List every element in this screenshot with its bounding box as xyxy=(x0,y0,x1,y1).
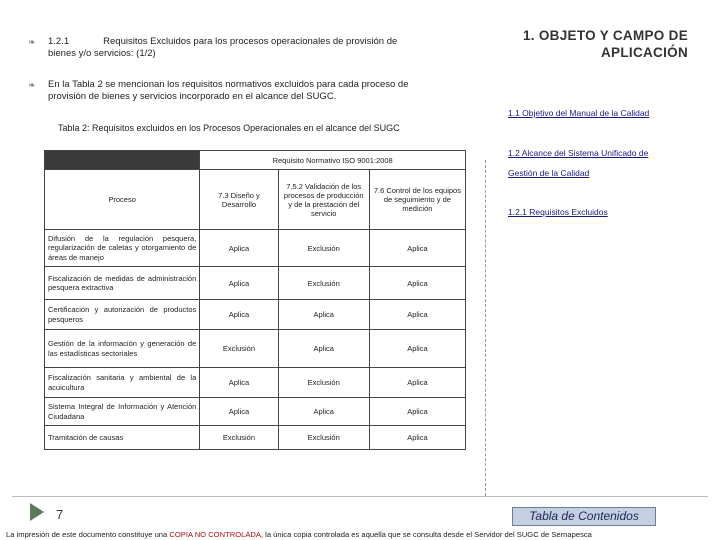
cell-value: Aplica xyxy=(369,300,465,330)
cell-value: Exclusión xyxy=(278,230,369,267)
cell-value: Aplica xyxy=(278,330,369,368)
column-header-validacion: 7.5.2 Validación de los procesos de producción y de la prestación del servicio xyxy=(278,170,369,230)
cell-value: Aplica xyxy=(369,230,465,267)
page-title-line1: 1. OBJETO Y CAMPO DE xyxy=(522,28,688,43)
cell-value: Aplica xyxy=(369,426,465,450)
bullet-text-line2: bienes y/o servicios: (1/2) xyxy=(48,48,156,59)
cell-value: Aplica xyxy=(200,230,278,267)
page-number: 7 xyxy=(56,507,64,522)
cell-value: Aplica xyxy=(369,368,465,398)
cell-process: Sistema Integral de Información y Atención Ciudadana xyxy=(45,398,200,426)
cell-process: Gestión de la información y generación de las estadísticas sectoriales xyxy=(45,330,200,368)
table-corner xyxy=(45,151,200,170)
cell-value: Aplica xyxy=(278,300,369,330)
table-row xyxy=(45,300,466,330)
table-caption: Tabla 2: Requisitos excluidos en los Procesos Operacionales en el alcance del SUGC xyxy=(58,123,400,133)
column-header-proceso: Proceso xyxy=(45,170,200,230)
page-arrow-icon xyxy=(30,503,44,521)
page-title-line2: APLICACIÓN xyxy=(601,45,688,60)
requirements-table xyxy=(44,150,466,450)
cell-value: Exclusión xyxy=(278,267,369,300)
cell-value: Aplica xyxy=(200,267,278,300)
cell-value: Aplica xyxy=(200,300,278,330)
section-number: 1.2.1 xyxy=(48,36,70,47)
cell-process: Fiscalización de medidas de administración pesquera extractiva xyxy=(45,267,200,300)
cell-value: Aplica xyxy=(200,398,278,426)
bullet-tabla-description xyxy=(48,79,468,103)
toc-button[interactable]: Tabla de Contenidos xyxy=(512,507,656,526)
bullet-requisitos-excluidos xyxy=(48,36,448,60)
table-row xyxy=(45,398,466,426)
cell-value: Aplica xyxy=(369,330,465,368)
nav-link-requisitos-excluidos[interactable]: 1.2.1 Requisitos Excluidos xyxy=(508,207,608,217)
cell-value: Aplica xyxy=(369,398,465,426)
bullet-text-line2: provisión de bienes y servicios incorporado en el alcance del SUGC. xyxy=(48,91,337,102)
cell-value: Exclusión xyxy=(278,426,369,450)
column-header-control: 7.6 Control de los equipos de seguimiento y de medición xyxy=(369,170,465,230)
column-header-diseno: 7.3 Diseño y Desarrollo xyxy=(200,170,278,230)
cell-value: Exclusión xyxy=(200,426,278,450)
bullet-text-line1: Requisitos Excluidos para los procesos operacionales de provisión de xyxy=(103,36,398,47)
bullet-marker-icon: ❧ xyxy=(28,80,36,90)
table-row xyxy=(45,267,466,300)
footer-highlight: COPIA NO CONTROLADA xyxy=(169,530,261,539)
cell-value: Exclusión xyxy=(200,330,278,368)
cell-process: Tramitación de causas xyxy=(45,426,200,450)
cell-process: Certificación y autorización de productos pesqueros xyxy=(45,300,200,330)
bullet-marker-icon: ❧ xyxy=(28,37,36,47)
table-row xyxy=(45,230,466,267)
nav-link-alcance-cont[interactable]: Gestión de la Calidad xyxy=(508,168,590,178)
cell-process: Fiscalización sanitaria y ambiental de la acuicultura xyxy=(45,368,200,398)
bullet-text-line1: En la Tabla 2 se mencionan los requisitos normativos excluidos para cada proceso de xyxy=(48,79,409,90)
page-title xyxy=(428,27,688,61)
nav-link-alcance[interactable]: 1.2 Alcance del Sistema Unificado de xyxy=(508,148,649,158)
vertical-divider xyxy=(485,160,486,496)
footer-text-part2: , la única copia controlada es aquella que se consulta desde el Servidor del SUGC de Sernapesca xyxy=(260,530,592,539)
footer-text-part1: La impresión de este documento constituye una xyxy=(6,530,170,539)
nav-link-objetivo[interactable]: 1.1 Objetivo del Manual de la Calidad xyxy=(508,108,650,118)
table-row xyxy=(45,426,466,450)
table-group-header: Requisito Normativo ISO 9001:2008 xyxy=(200,151,466,170)
cell-process: Difusión de la regulación pesquera, regularización de caletas y otorgamiento de áreas de manejo xyxy=(45,230,200,267)
cell-value: Aplica xyxy=(200,368,278,398)
cell-value: Aplica xyxy=(369,267,465,300)
footer-divider xyxy=(12,496,708,497)
table-row xyxy=(45,330,466,368)
footer-notice xyxy=(6,530,592,539)
cell-value: Aplica xyxy=(278,398,369,426)
cell-value: Exclusión xyxy=(278,368,369,398)
table-row xyxy=(45,368,466,398)
